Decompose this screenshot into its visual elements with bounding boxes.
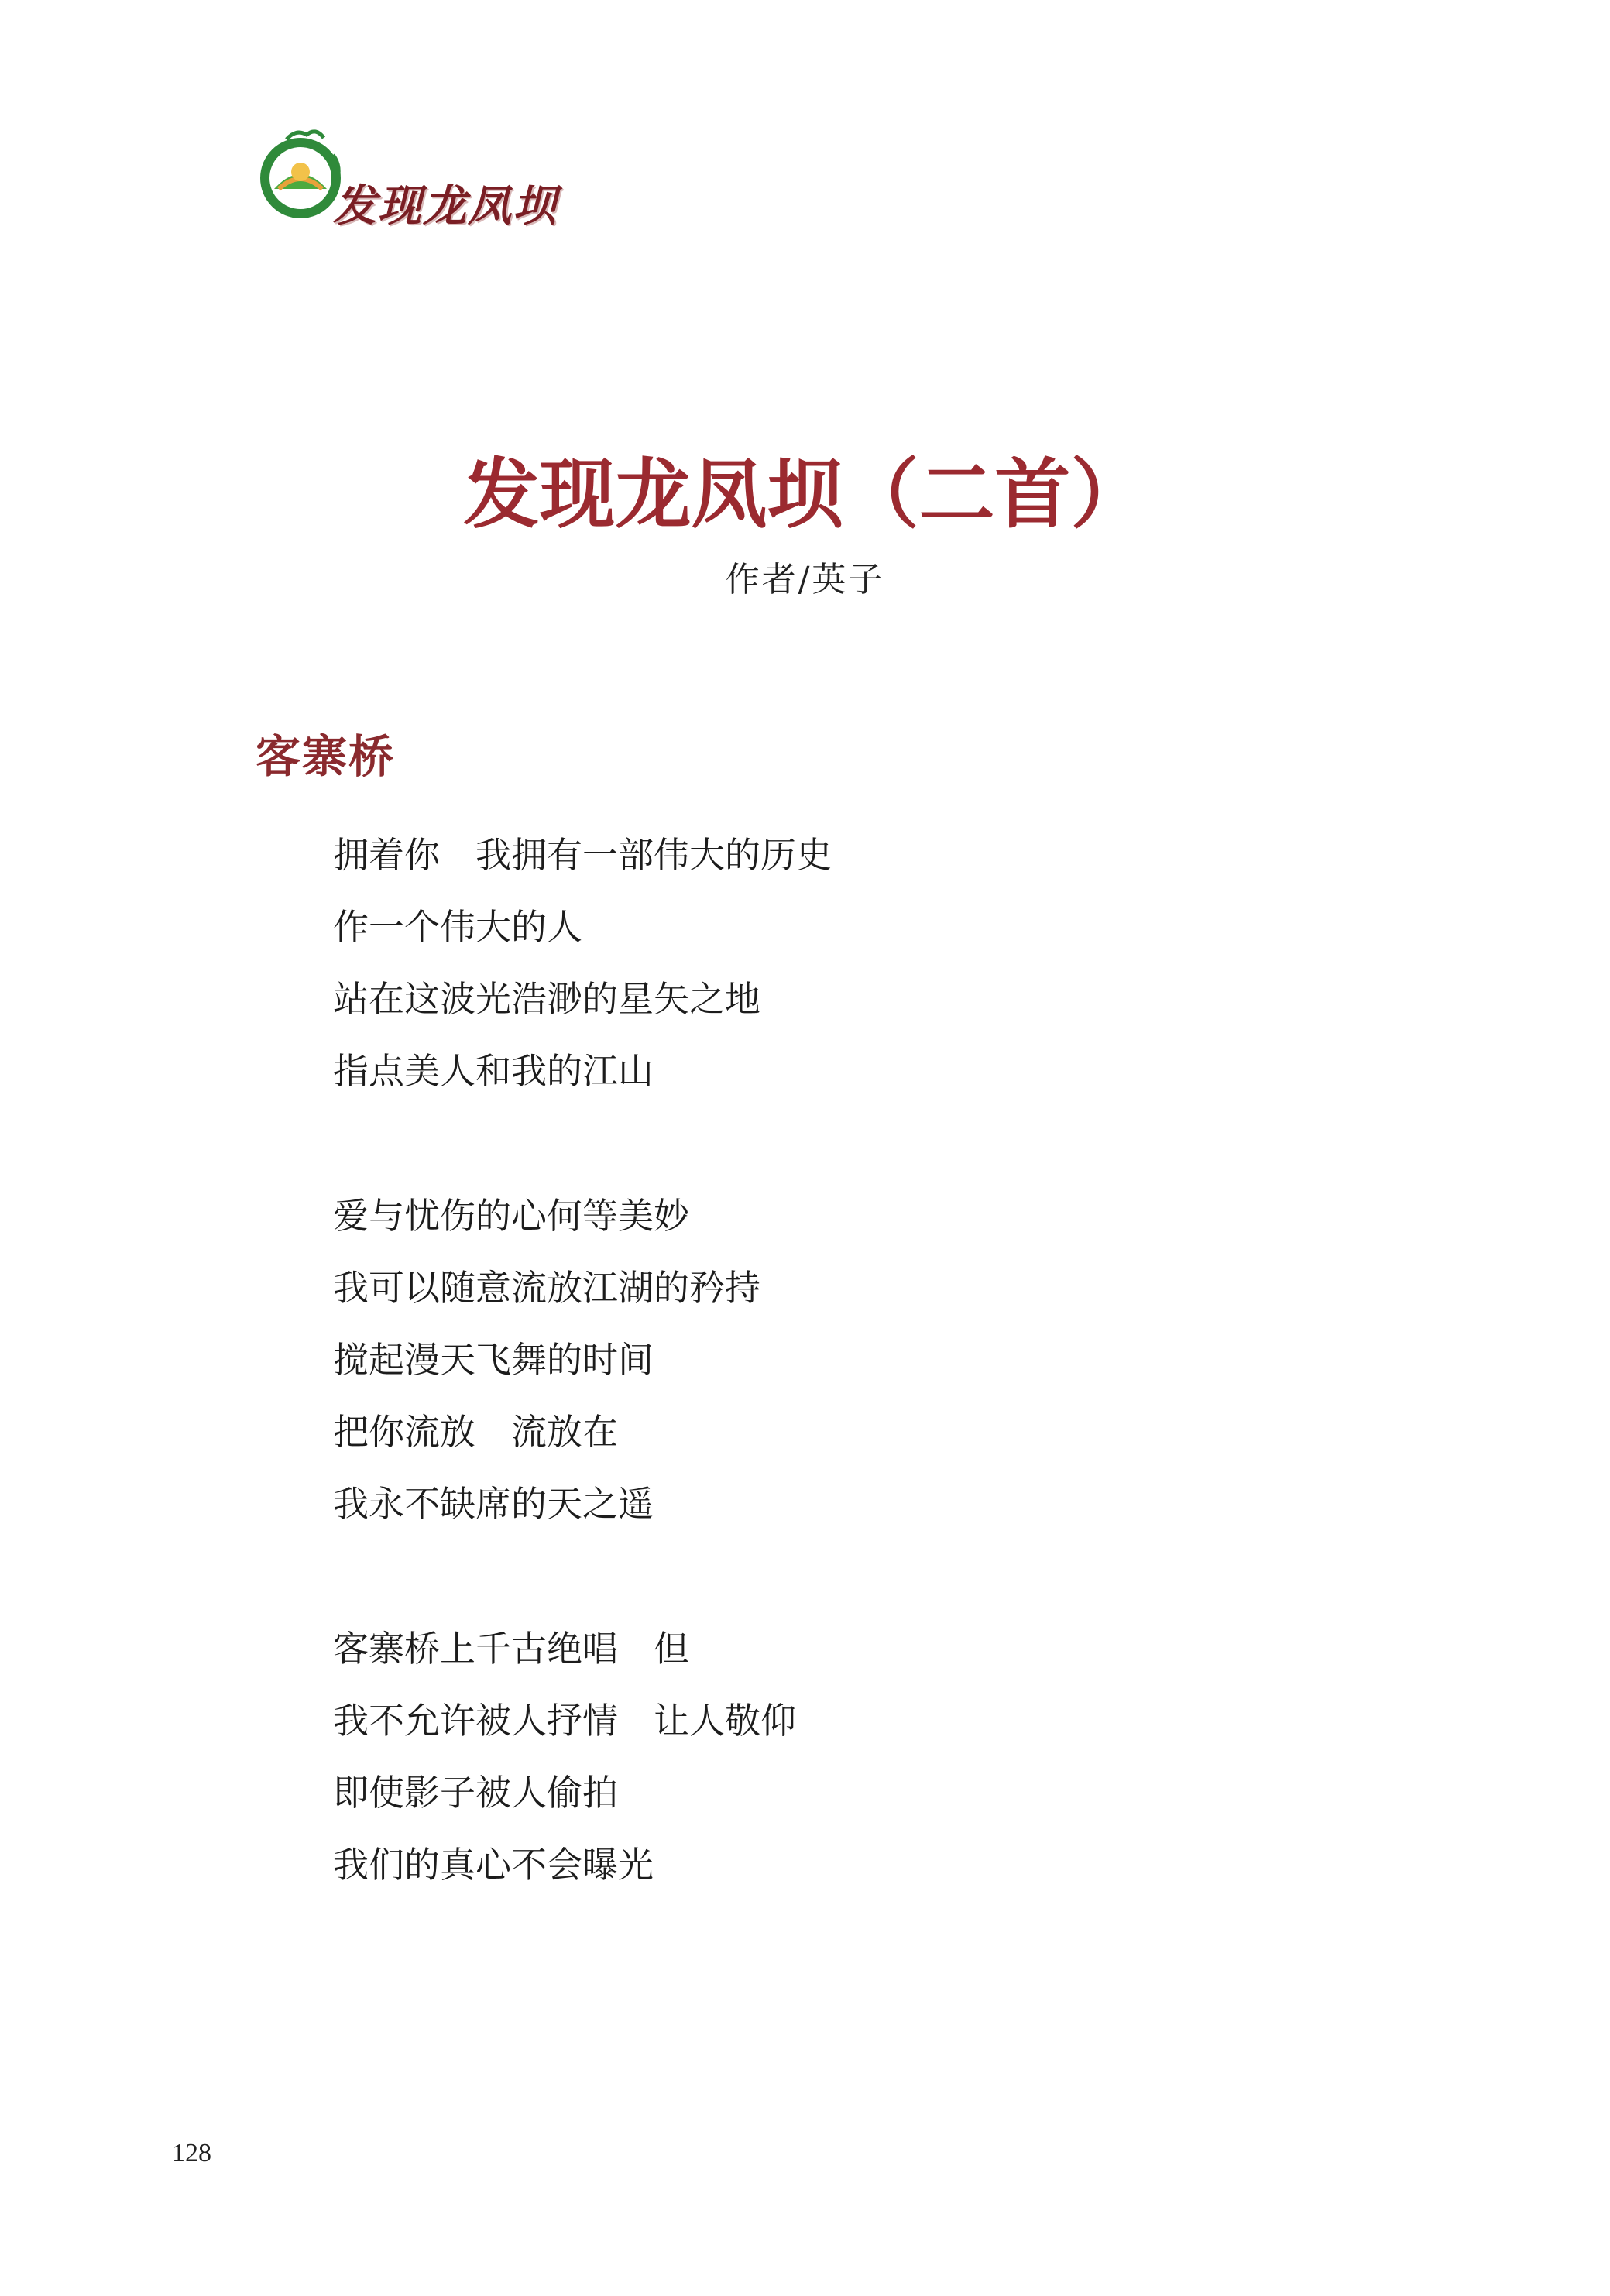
poem-title: 客寨桥 [256, 730, 396, 783]
poem-line: 指点美人和我的江山 [333, 1050, 654, 1092]
article-title: 发现龙凤坝（二首） [463, 450, 1147, 539]
poem-line: 爱与忧伤的心何等美妙 [333, 1195, 689, 1237]
stanza [333, 1180, 1417, 1540]
stanza [333, 819, 1417, 1107]
logo-text: 发现龙凤坝 [333, 180, 558, 232]
poem-line: 客寨桥上千古绝唱 但 [333, 1628, 689, 1670]
poem-line: 站在这波光浩渺的星矢之地 [333, 978, 760, 1020]
poem-line: 我不允许被人抒情 让人敬仰 [333, 1700, 796, 1742]
poem-line: 把你流放 流放在 [333, 1411, 618, 1453]
poem-line: 我们的真心不会曝光 [333, 1844, 654, 1886]
poem-line: 我可以随意流放江湖的矜持 [333, 1267, 760, 1309]
article-author: 作者/英子 [725, 560, 885, 599]
poem-body [333, 819, 1417, 1974]
page-number: 128 [172, 2139, 211, 2167]
poem-line: 拥着你 我拥有一部伟大的历史 [333, 834, 832, 876]
poem-line: 我永不缺席的天之遥 [333, 1483, 654, 1525]
poem-line: 即使影子被人偷拍 [333, 1772, 618, 1814]
magazine-logo [256, 124, 604, 232]
stanza [333, 1613, 1417, 1901]
poem-line: 作一个伟大的人 [333, 906, 582, 948]
poem-line: 搅起漫天飞舞的时间 [333, 1339, 654, 1381]
